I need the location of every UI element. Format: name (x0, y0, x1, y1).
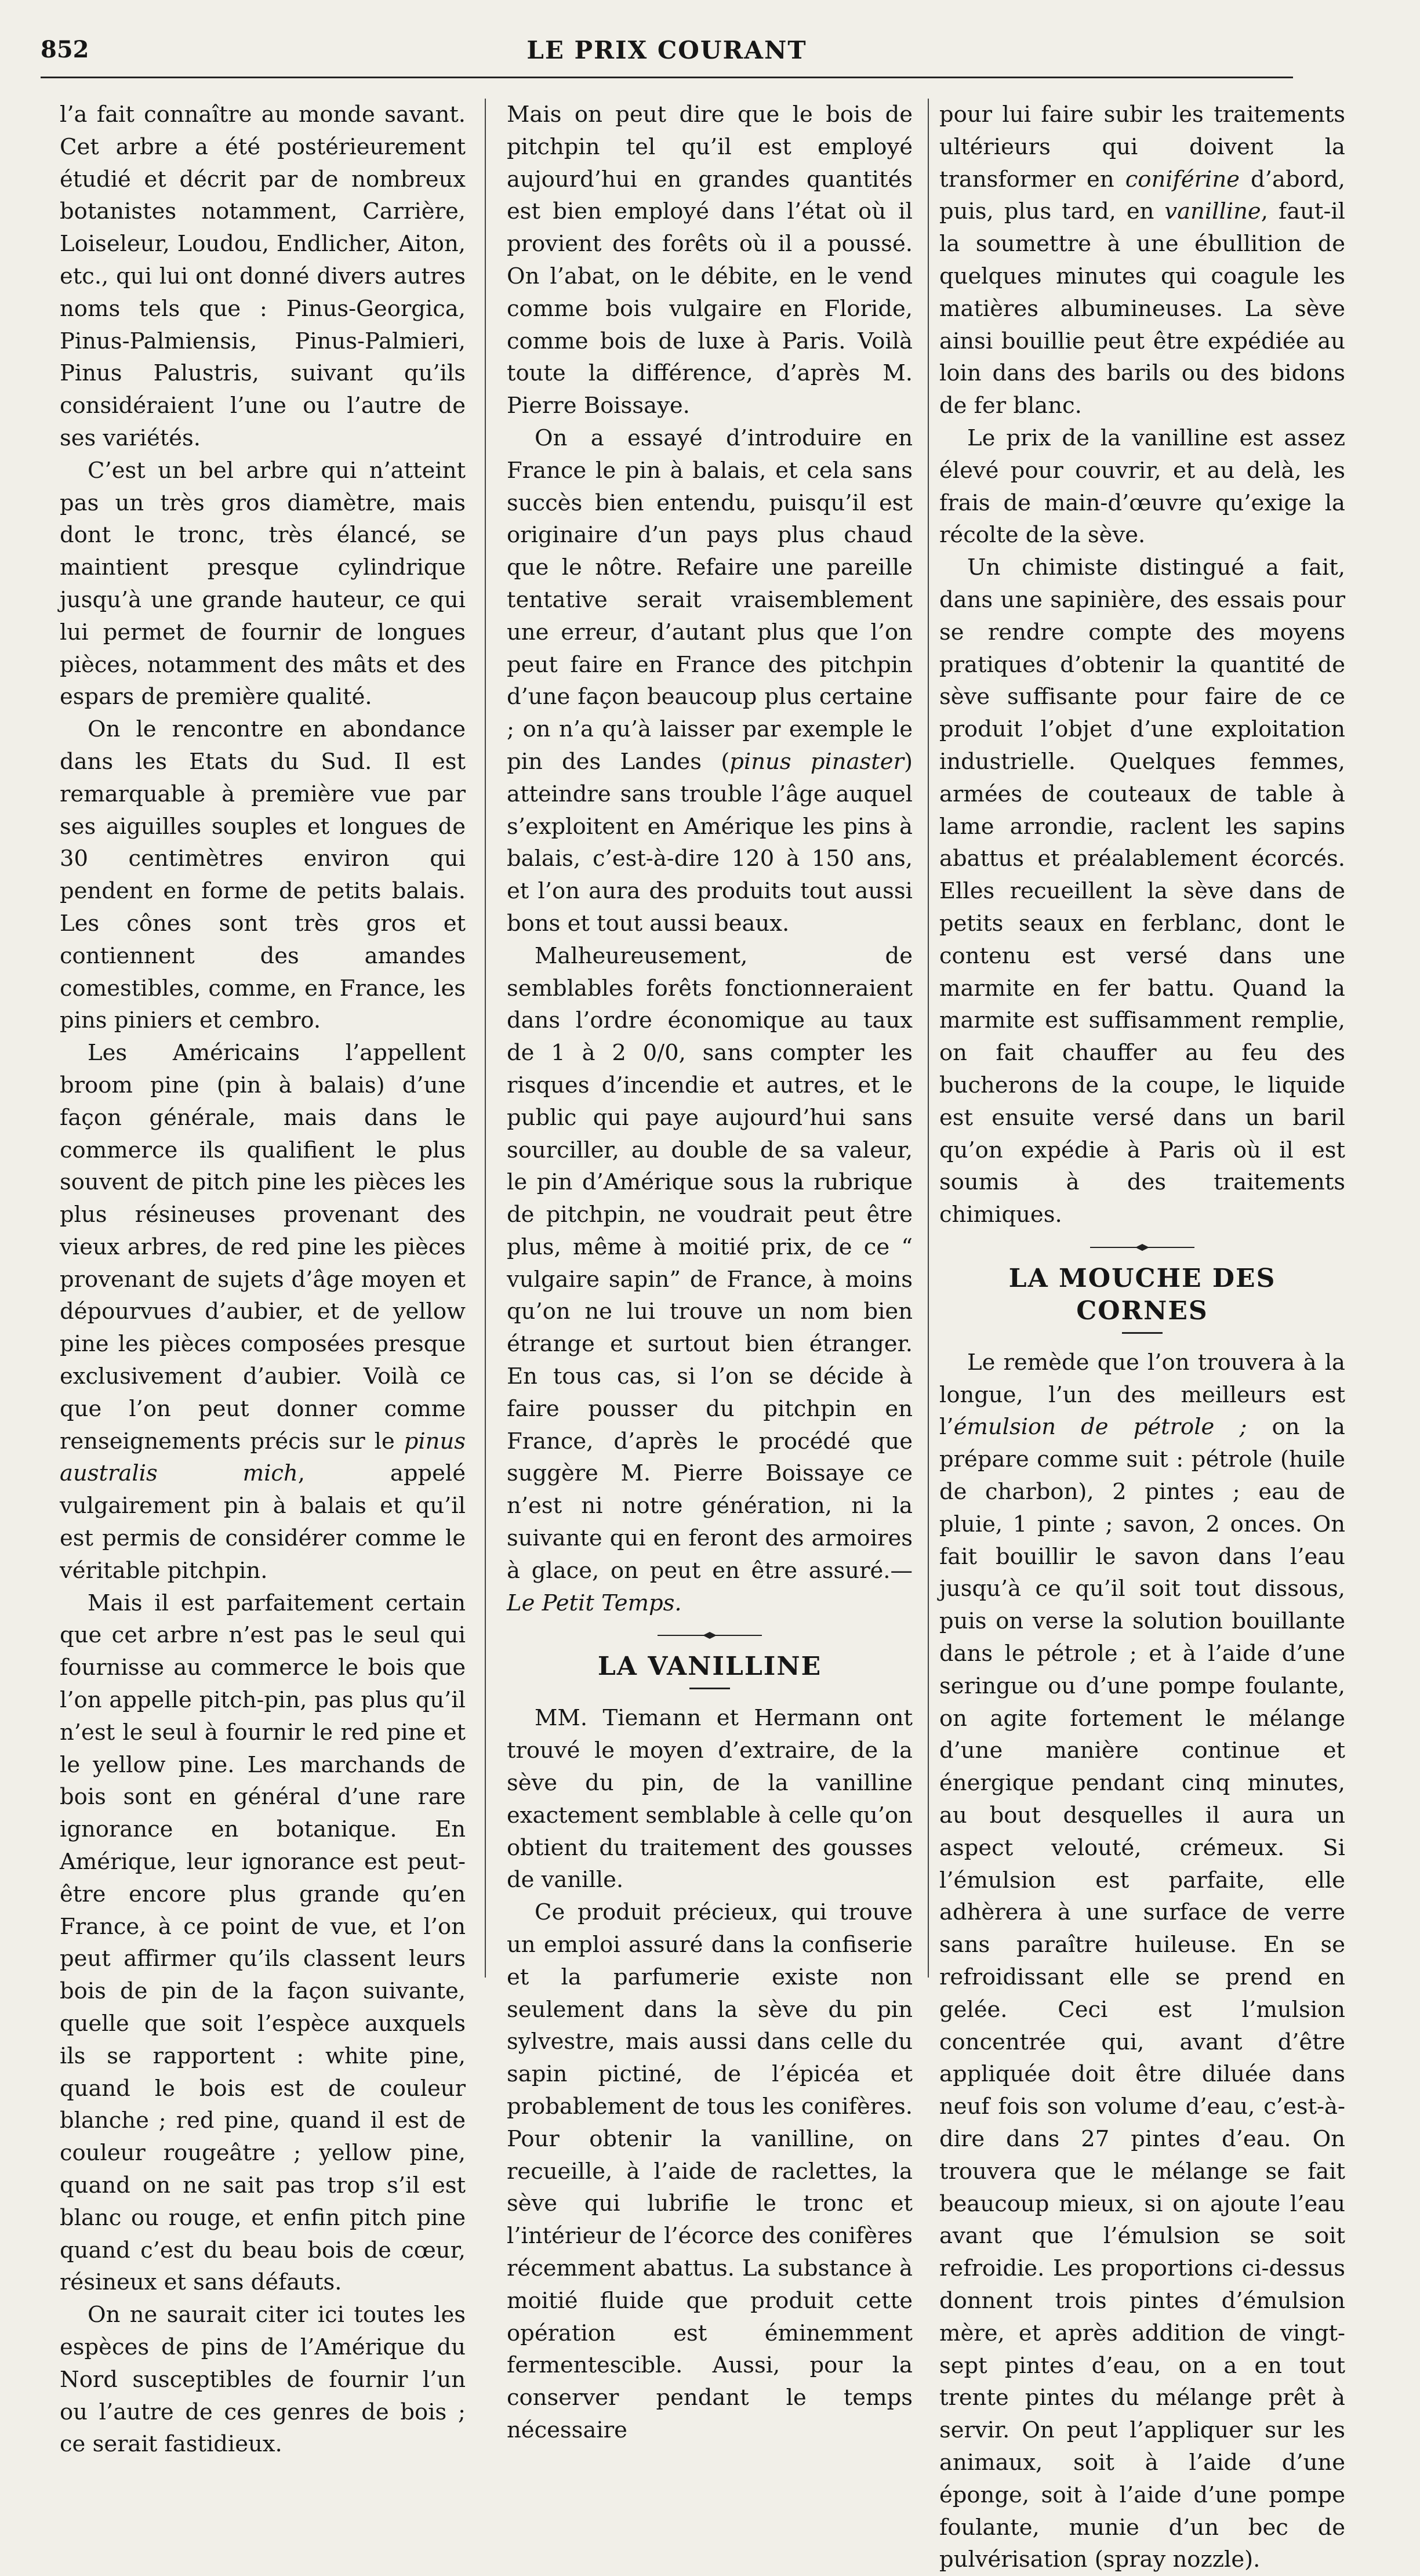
paragraph (939, 99, 1345, 422)
text-run: ) atteindre sans trouble l’âge auquel s’exploitent en Amérique les pins à balais, c’est-à-dire 120 à 150 ans, et l’on aura des produits tout aussi bons et tout aussi beaux. (507, 748, 913, 937)
italic-term: coniférine (1125, 166, 1240, 193)
text-run: d’abord, puis, plus tard, en (939, 166, 1346, 225)
column-3 (939, 99, 1345, 2576)
text-run: On a essayé d’introduire en France le pin à balais, et cela sans succès bien entendu, puisqu’il est originaire d’un pays plus chaud que le nôtre. Refaire une pareille tentative serait vraisemblement une erreur, d’autant plus que l’on peut faire en France des pitchpin d’une façon beaucoup plus certaine ; on n’a qu’à laisser par exemple le pin des Landes ( (507, 425, 913, 775)
italic-term: pinus australis mich (60, 1428, 466, 1487)
italic-term: émulsion de pétrole ; (953, 1414, 1247, 1441)
paragraph: MM. Tiemann et Hermann ont trouvé le moyen d’extraire, de la sève du pin, de la vanilline exactement semblable à celle qu’on obtient du traitement des gousses de vanille. (507, 1705, 913, 1893)
paragraph: l’a fait connaître au monde savant. Cet arbre a été postérieurement étudié et décrit par de nombreux botanistes notamment, Carrière, Loiseleur, Loudou, Endlicher, Aiton, etc., qui lui ont donné divers autres noms tels que : Pinus-Georgica, Pinus-Palmiensis, Pinus-Palmieri, Pinus Palustris, suivant qu’ils considéraient l’une ou l’autre de ses variétés. (60, 101, 466, 451)
paragraph (60, 1037, 466, 1587)
paragraph: On le rencontre en abondance dans les Etats du Sud. Il est remarquable à première vue par ses aiguilles souples et longues de 30 centimètres environ qui pendent en forme de petits balais. Les cônes sont très gros et contiennent des amandes comestibles, comme, en France, les pins piniers et cembro. (60, 716, 466, 1034)
paragraph: Mais on peut dire que le bois de pitchpin tel qu’il est employé aujourd’hui en grandes quantités est bien employé dans l’état où il provient des forêts où il a poussé. On l’abat, on le débite, en le vend comme bois vulgaire en Floride, comme bois de luxe à Paris. Voilà toute la différence, d’après M. Pierre Boissaye. (507, 101, 913, 419)
paragraph: Mais il est parfaitement certain que cet arbre n’est pas le seul qui fournisse au commerce le bois que l’on appelle pitch-pin, pas plus qu’il n’est le seul à fournir le red pine et le yellow pine. Les marchands de bois sont en général d’une rare ignorance en botanique. En Amérique, leur ignorance est peut-être encore plus grande qu’en France, à ce point de vue, et l’on peut affirmer qu’ils classent leurs bois de pin de la façon suivante, quelle que soit l’espèce auxquels ils se rapportent : white pine, quand le bois est de couleur blanche ; red pine, quand il est de couleur rougeâtre ; yellow pine, quand on ne sait pas trop s’il est blanc ou rouge, et enfin pitch pine quand c’est du beau bois de cœur, résineux et sans défauts. (60, 1590, 466, 2296)
heading-underline (1122, 1332, 1163, 1334)
section-separator (658, 1631, 762, 1640)
column-rule-left (485, 99, 486, 1978)
column-rule-right (928, 99, 929, 1978)
italic-term: pinus pinaster (729, 748, 904, 775)
paragraph (507, 940, 913, 1620)
paragraph (939, 1347, 1345, 2576)
page-number: 852 (41, 36, 89, 63)
column-1 (60, 99, 466, 2461)
text-run: , faut-il la soumettre à une ébullition de quelques minutes qui coagule les matières albumineuses. La sève ainsi bouillie peut être expédiée au loin dans des barils ou des bidons de fer blanc. (939, 198, 1345, 419)
text-run: , appelé vulgairement pin à balais et qu’il est permis de considérer comme le véritable pitchpin. (60, 1460, 466, 1584)
text-run: on la prépare comme suit : pétrole (huile de charbon), 2 pintes ; eau de pluie, 1 pinte ; savon, 2 onces. On fait bouillir le savon dans l’eau jusqu’à ce qu’il soit tout dissous, puis on verse la solution bouillante dans le pétrole ; et à l’aide d’une seringue ou d’une pompe foulante, on agite fortement le mélange d’une manière continue et énergique pendant cinq minutes, au bout desquelles il aura un aspect velouté, crémeux. Si l’émulsion est parfaite, elle adhèrera à une surface de verre sans paraître huileuse. En se refroidissant elle se prend en gelée. Ceci est l’mulsion concentrée qui, avant d’être appliquée doit être diluée dans neuf fois son volume d’eau, c’est-à-dire dans 27 pintes d’eau. On trouvera que le mélange se fait beaucoup mieux, si on ajoute l’eau avant que l’émulsion se soit refroidie. Les proportions ci-dessus donnent trois pintes d’émulsion mère, et après addition de vingt-sept pintes d’eau, on a en tout trente pintes du mélange prêt à servir. On peut l’appliquer sur les animaux, soit à l’aide d’une éponge, soit à l’aide d’une pompe foulante, munie d’un bec de pulvérisation (spray nozzle). (939, 1414, 1345, 2573)
paragraph: C’est un bel arbre qui n’atteint pas un très gros diamètre, mais dont le tronc, très élancé, se maintient presque cylindrique jusqu’à une grande hauteur, ce qui lui permet de fournir de longues pièces, notamment des mâts et des espars de première qualité. (60, 457, 466, 710)
page-header (41, 36, 1293, 78)
paragraph (507, 422, 913, 940)
paragraph: Un chimiste distingué a fait, dans une sapinière, des essais pour se rendre compte des moyens pratiques d’obtenir la quantité de sève suffisante pour faire de ce produit l’objet d’une exploitation industrielle. Quelques femmes, armées de couteaux de table à lame arrondie, raclent les sapins abattus et préalablement écorcés. Elles recueillent la sève dans de petits seaux en ferblanc, dont le contenu est versé dans une marmite en fer battu. Quand la marmite est suffisamment remplie, on fait chauffer au feu des bucherons de la coupe, le liquide est ensuite versé dans un baril qu’on expédie à Paris où il est soumis à des traitements chimiques. (939, 554, 1345, 1228)
paragraph: Ce produit précieux, qui trouve un emploi assuré dans la confiserie et la parfumerie existe non seulement dans la sève du pin sylvestre, mais aussi dans celle du sapin pictiné, de l’épicéa et probablement de tous les conifères. Pour obtenir la vanilline, on recueille, à l’aide de raclettes, la sève qui lubrifie le tronc et l’intérieur de l’écorce des conifères récemment abattus. La substance à moitié fluide que produit cette opération est éminemment fermentescible. Aussi, pour la conserver pendant le temps nécessaire (507, 1899, 913, 2443)
paragraph: On ne saurait citer ici toutes les espèces de pins de l’Amérique du Nord susceptibles de fournir l’un ou l’autre de ces genres de bois ; ce serait fastidieux. (60, 2302, 466, 2458)
column-2 (507, 99, 913, 2447)
paragraph: Le prix de la vanilline est assez élevé pour couvrir, et au delà, les frais de main-d’œuvre qu’exige la récolte de la sève. (939, 425, 1345, 549)
publication-title: LE PRIX COURANT (526, 36, 807, 64)
source-citation: Le Petit Temps. (507, 1590, 682, 1616)
text-run: pour lui faire subir les traitements ultérieurs qui doivent la transformer en (939, 101, 1345, 193)
section-heading-mouche-des-cornes: LA MOUCHE DES CORNES (1008, 1263, 1276, 1326)
heading-underline (689, 1688, 730, 1689)
italic-term: vanilline (1164, 198, 1261, 225)
text-run: Les Américains l’appellent broom pine (pin à balais) d’une façon générale, mais dans le commerce ils qualifient le plus souvent de pitch pine les pièces les plus résineuses provenant des vieux arbres, de red pine les pièces provenant de sujets d’âge moyen et dépourvues d’aubier, et de yellow pine les pièces composées presque exclusivement d’aubier. Voilà ce que l’on peut donner comme renseignements précis sur le (60, 1040, 466, 1454)
section-separator (1090, 1243, 1194, 1252)
text-run: Malheureusement, de semblables forêts fonctionneraient dans l’ordre économique au taux de 1 à 2 0/0, sans compter les risques d’incendie et autres, et le public qui paye aujourd’hui sans sourciller, au double de sa valeur, le pin d’Amérique sous la rubrique de pitchpin, ne voudrait peut être plus, même à moitié prix, de ce “ vulgaire sapin” de France, à moins qu’on ne lui trouve un nom bien étrange et surtout bien étranger. En tous cas, si l’on se décide à faire pousser du pitchpin en France, d’après le procédé que suggère M. Pierre Boissaye ce n’est ni notre génération, ni la suivante qui en feront des armoires à glace, on peut en être assuré.— (507, 942, 913, 1584)
text-run: Le remède que l’on trouvera à la longue, l’un des meilleurs est l’ (939, 1349, 1345, 1441)
section-heading-vanilline: LA VANILLINE (597, 1652, 822, 1682)
